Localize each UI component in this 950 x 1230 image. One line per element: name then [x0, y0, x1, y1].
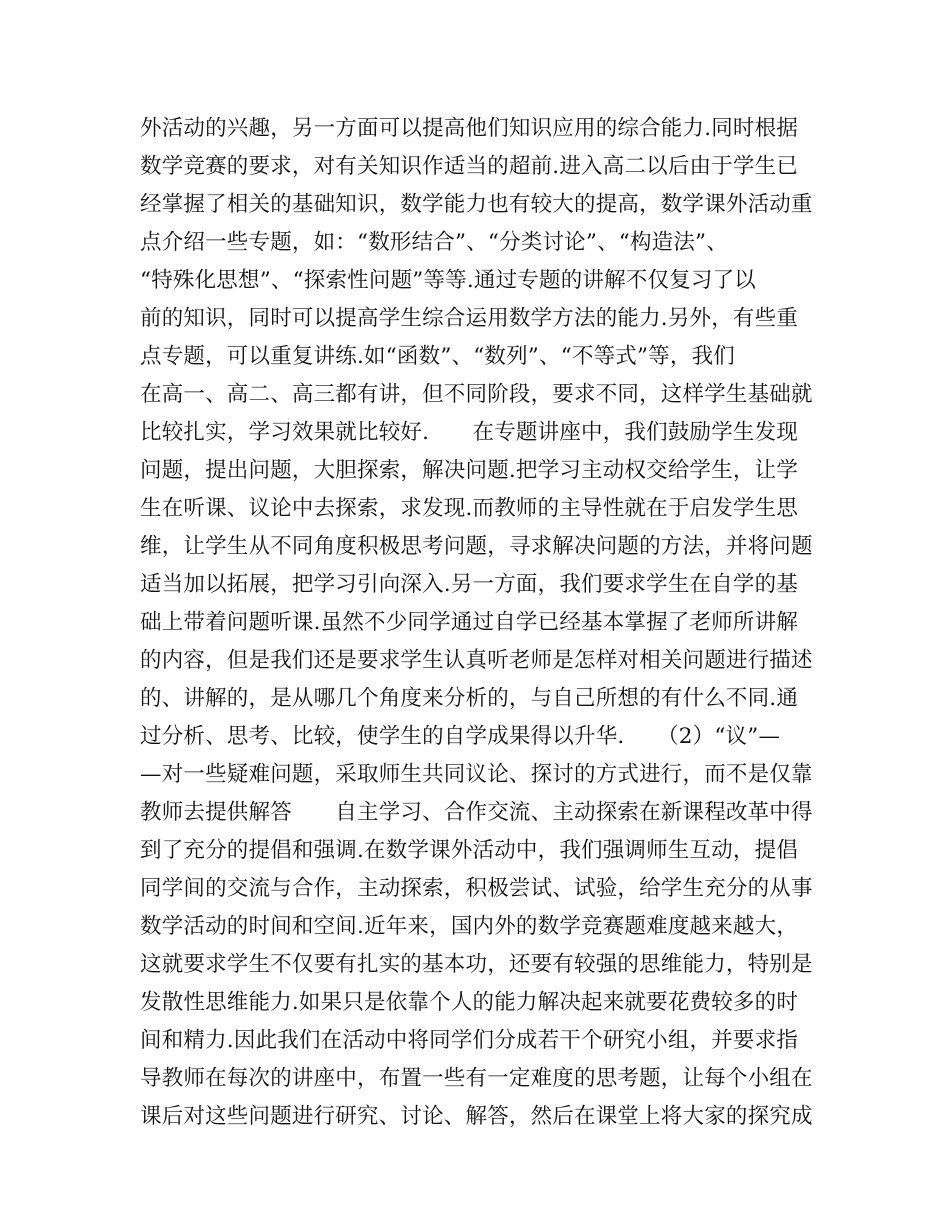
text-line: 数学活动的时间和空间.近年来，国内外的数学竞赛题难度越来越大，	[140, 914, 799, 939]
text-line: 发散性思维能力.如果只是依靠个人的能力解决起来就要花费较多的时	[140, 990, 799, 1015]
text-line: 问题，提出问题，大胆探索，解决问题.把学习主动权交给学生，让学	[140, 458, 799, 483]
text-line: 点介绍一些专题，如：“数形结合”、“分类讨论”、“构造法”、	[140, 230, 728, 255]
text-line: 间和精力.因此我们在活动中将同学们分成若干个研究小组，并要求指	[140, 1028, 799, 1053]
text-line: 过分析、思考、比较，使学生的自学成果得以升华. （2）“议”—	[140, 724, 781, 749]
text-line: 课后对这些问题进行研究、讨论、解答，然后在课堂上将大家的探究成	[140, 1104, 813, 1129]
text-line: 到了充分的提倡和强调.在数学课外活动中，我们强调师生互动，提倡	[140, 838, 799, 863]
text-line: 适当加以拓展，把学习引向深入.另一方面，我们要求学生在自学的基	[140, 572, 799, 597]
text-line: 比较扎实，学习效果就比较好. 在专题讲座中，我们鼓励学生发现	[140, 420, 799, 445]
text-line: 导教师在每次的讲座中，布置一些有一定难度的思考题，让每个小组在	[140, 1066, 813, 1091]
text-line: 同学间的交流与合作，主动探索，积极尝试、试验，给学生充分的从事	[140, 876, 813, 901]
text-line: 在高一、高二、高三都有讲，但不同阶段，要求不同，这样学生基础就	[140, 382, 813, 407]
text-line: 生在听课、议论中去探索，求发现.而教师的主导性就在于启发学生思	[140, 496, 799, 521]
text-line: 数学竞赛的要求，对有关知识作适当的超前.进入高二以后由于学生已	[140, 154, 799, 179]
text-line: 维，让学生从不同角度积极思考问题，寻求解决问题的方法，并将问题	[140, 534, 813, 559]
text-line: 的、讲解的，是从哪几个角度来分析的，与自己所想的有什么不同.通	[140, 686, 799, 711]
text-line: “特殊化思想”、“探索性问题”等等.通过专题的讲解不仅复习了以	[140, 268, 757, 293]
text-line: 教师去提供解答 自主学习、合作交流、主动探索在新课程改革中得	[140, 800, 813, 825]
text-line: 经掌握了相关的基础知识，数学能力也有较大的提高，数学课外活动重	[140, 192, 813, 217]
text-line: 础上带着问题听课.虽然不少同学通过自学已经基本掌握了老师所讲解	[140, 610, 799, 635]
text-line: —对一些疑难问题，采取师生共同议论、探讨的方式进行，而不是仅靠	[140, 762, 813, 787]
text-line: 点专题，可以重复讲练.如“函数”、“数列”、“不等式”等，我们	[140, 344, 735, 369]
text-line: 的内容，但是我们还是要求学生认真听老师是怎样对相关问题进行描述	[140, 648, 813, 673]
text-line: 外活动的兴趣，另一方面可以提高他们知识应用的综合能力.同时根据	[140, 116, 799, 141]
text-line: 这就要求学生不仅要有扎实的基本功，还要有较强的思维能力，特别是	[140, 952, 813, 977]
text-line: 前的知识，同时可以提高学生综合运用数学方法的能力.另外，有些重	[140, 306, 799, 331]
body-text	[140, 110, 820, 1136]
